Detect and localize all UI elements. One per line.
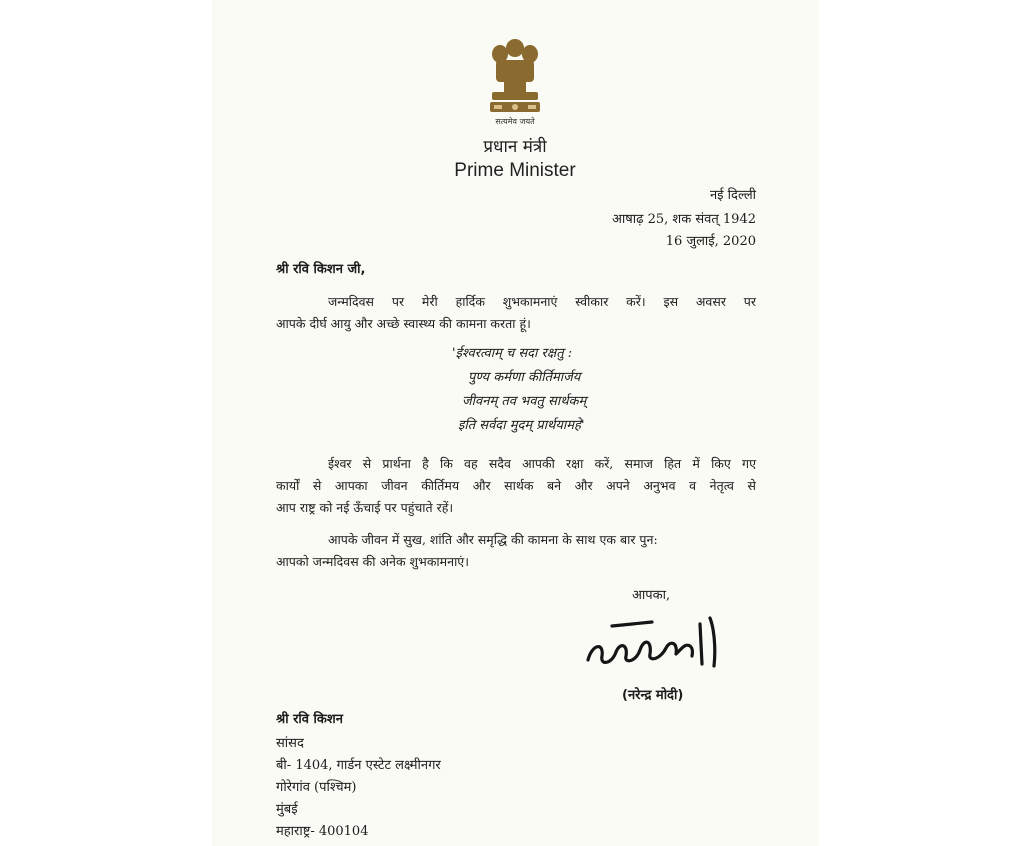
signatory-name: (नरेन्द्र मोदी) [622, 688, 684, 703]
title-english: Prime Minister [454, 160, 576, 181]
para2-line2: कार्यों से आपका जीवन कीर्तिमय और सार्थक बने और अपने अनुभव व नेतृत्व से [276, 478, 756, 493]
address-line-5: महाराष्ट्र- 400104 [276, 824, 369, 839]
place: नई दिल्ली [709, 188, 756, 203]
motto: सत्यमेव जयते [495, 117, 535, 126]
address-line-1: सांसद [276, 736, 304, 751]
para1-line2: आपके दीर्घ आयु और अच्छे स्वास्थ्य की कामना करता हूं। [276, 316, 531, 331]
address-name: श्री रवि किशन [276, 712, 343, 727]
verse-line-2: पुण्य कर्मणा कीर्तिमार्जय [468, 370, 581, 385]
national-emblem-icon [484, 34, 546, 116]
closing: आपका, [632, 588, 671, 603]
address-line-3: गोरेगांव (पश्चिम) [276, 780, 357, 795]
address-line-4: मुंबई [276, 802, 298, 817]
address-line-2: बी- 1404, गार्डन एस्टेट लक्ष्मीनगर [276, 758, 441, 773]
verse-line-1: 'ईश्वरत्वाम् च सदा रक्षतु : [452, 346, 573, 361]
verse-line-3: जीवनम् तव भवतु सार्थकम् [462, 394, 587, 409]
signature-image [582, 604, 732, 674]
verse-line-4: इति सर्वदा मुदम् प्रार्थयामहे' [458, 418, 585, 433]
para2-line1: ईश्वर से प्रार्थना है कि वह सदैव आपकी रक्षा करें, समाज हित में किए गए [328, 456, 756, 471]
shaka-date: आषाढ़ 25, शक संवत् 1942 [611, 212, 756, 227]
para1-line1: जन्मदिवस पर मेरी हार्दिक शुभकामनाएं स्वीकार करें। इस अवसर पर [328, 294, 756, 309]
date: 16 जुलाई, 2020 [665, 234, 756, 249]
para3-line2: आपको जन्मदिवस की अनेक शुभकामनाएं। [276, 554, 469, 569]
salutation: श्री रवि किशन जी, [276, 262, 366, 277]
para2-line3: आप राष्ट्र को नई ऊँचाई पर पहुंचाते रहें। [276, 500, 454, 515]
title-hindi: प्रधान मंत्री [483, 137, 547, 157]
para3-line1: आपके जीवन में सुख, शांति और समृद्धि की कामना के साथ एक बार पुन: [328, 532, 658, 547]
